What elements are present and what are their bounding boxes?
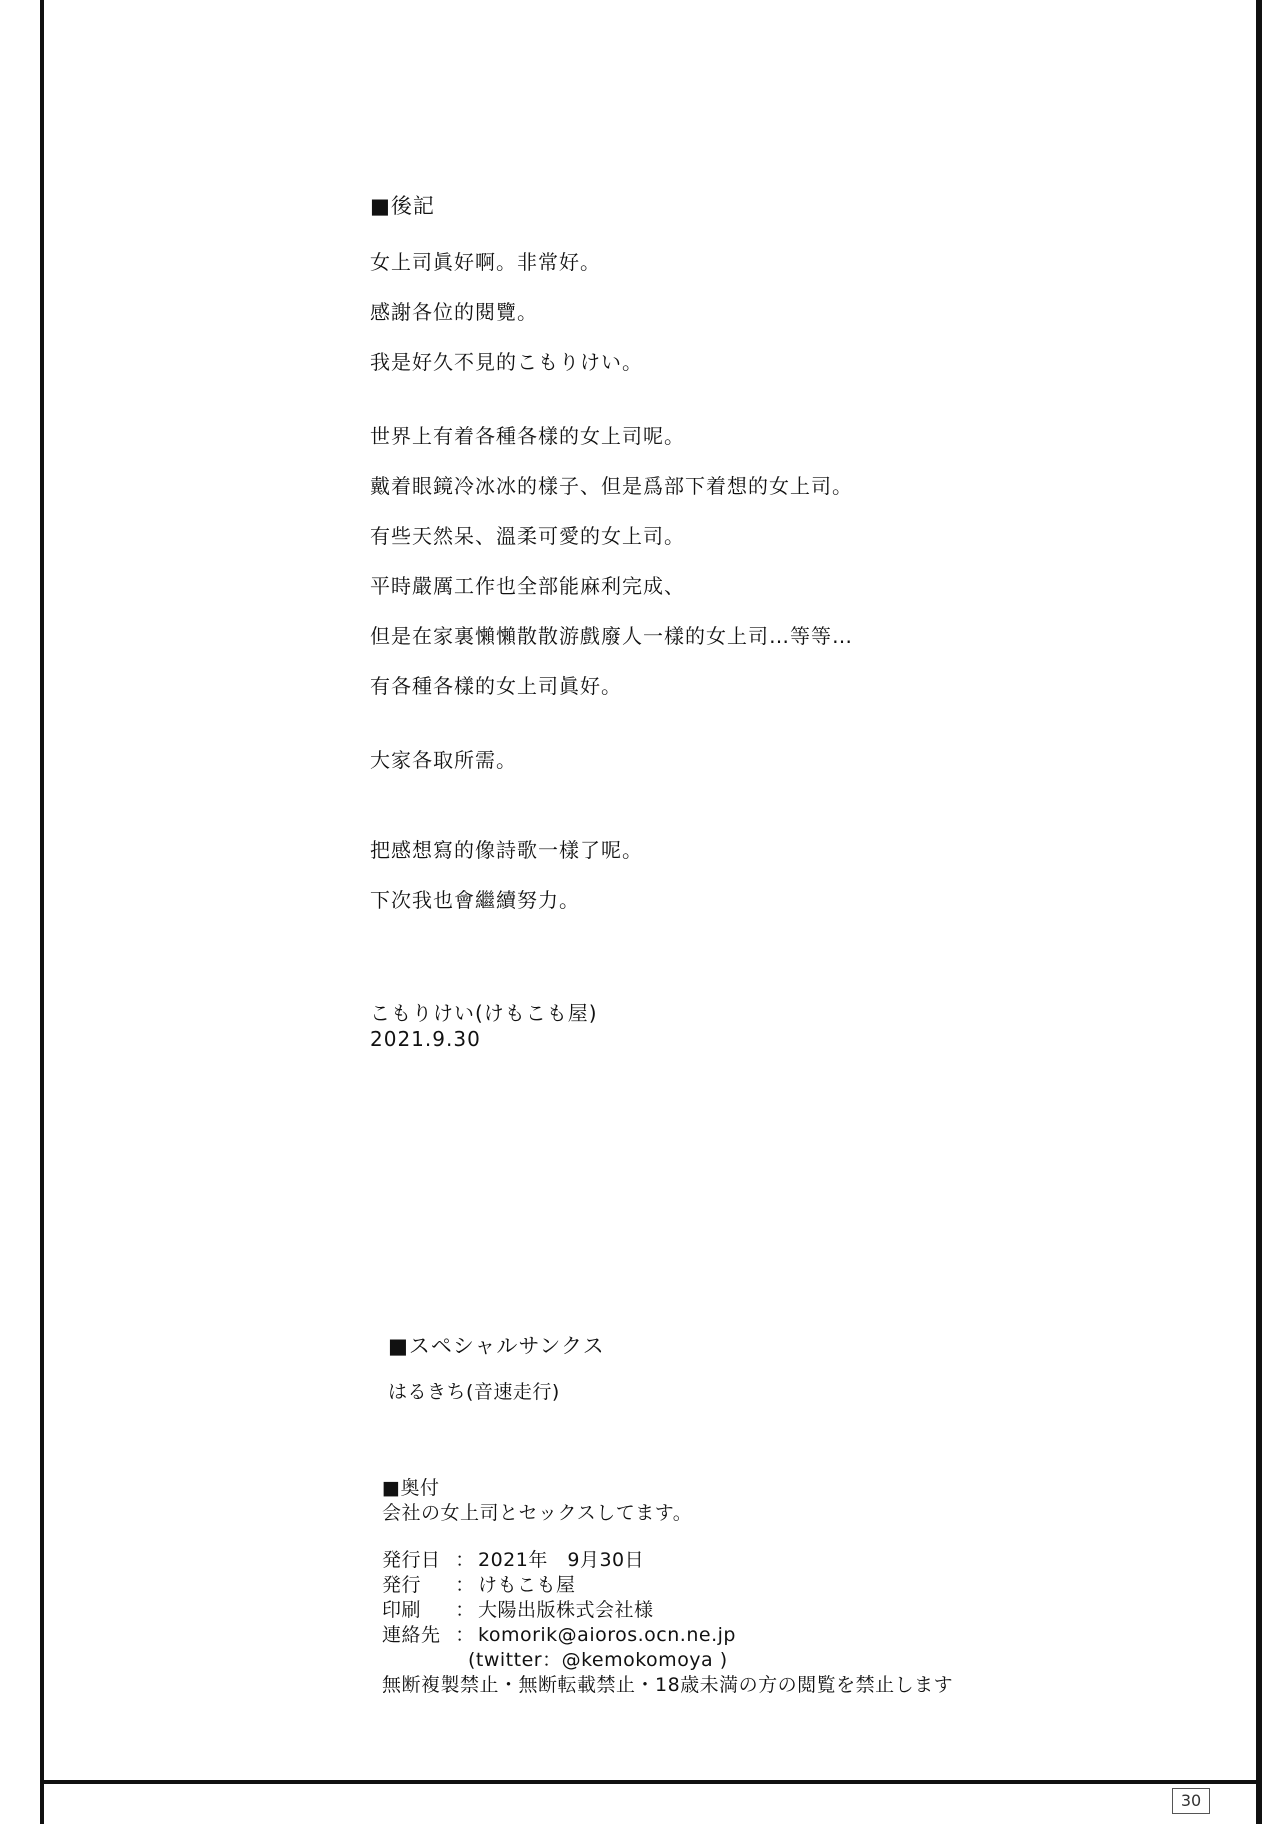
- page-number: 30: [1172, 1788, 1210, 1814]
- frame-bottom-border: [40, 1780, 1262, 1784]
- contact-email: komorik@aioros.ocn.ne.jp: [478, 1624, 736, 1646]
- frame-right-border: [1256, 0, 1262, 1824]
- afterword-line: 有各種各樣的女上司眞好。: [370, 674, 622, 698]
- colophon-separator: ：: [455, 1599, 475, 1621]
- afterword-section: [370, 190, 1070, 1052]
- afterword-heading: ■後記: [370, 194, 435, 218]
- colophon-label: 印刷: [382, 1599, 422, 1621]
- afterword-block-2: [370, 424, 1070, 698]
- special-thanks-section: [388, 1330, 988, 1405]
- colophon-label: 発行: [382, 1574, 422, 1596]
- copyright-notice: 無断複製禁止・無断転載禁止・18歳未満の方の閲覧を禁止します: [382, 1674, 954, 1696]
- colophon-row-printer: [382, 1598, 1082, 1623]
- colophon-separator: ：: [455, 1549, 475, 1571]
- special-thanks-name: はるきち(音速走行): [388, 1381, 560, 1403]
- afterword-block-4: [370, 838, 1070, 912]
- colophon-separator: ：: [455, 1624, 475, 1646]
- afterword-line: 下次我也會繼續努力。: [370, 888, 580, 912]
- colophon-row-date: [382, 1548, 1082, 1573]
- afterword-line: 但是在家裏懶懶散散游戲廢人一樣的女上司…等等…: [370, 624, 853, 648]
- colophon-label: 連絡先: [382, 1624, 441, 1646]
- afterword-line: 大家各取所需。: [370, 748, 517, 772]
- afterword-line: 女上司眞好啊。非常好。: [370, 250, 601, 274]
- afterword-block-1: [370, 250, 1070, 374]
- colophon-section: [382, 1476, 1082, 1698]
- colophon-value: けもこも屋: [478, 1574, 576, 1596]
- afterword-date: 2021.9.30: [370, 1027, 481, 1051]
- afterword-line: 世界上有着各種各樣的女上司呢。: [370, 424, 685, 448]
- afterword-line: 有些天然呆、溫柔可愛的女上司。: [370, 524, 685, 548]
- colophon-row-publisher: [382, 1573, 1082, 1598]
- book-title: 会社の女上司とセックスしてます。: [382, 1502, 693, 1524]
- special-thanks-heading: ■スペシャルサンクス: [388, 1334, 605, 1358]
- colophon-row-contact: [382, 1623, 1082, 1648]
- colophon-label: 発行日: [382, 1549, 441, 1571]
- colophon-separator: ：: [455, 1574, 475, 1596]
- afterword-line: 我是好久不見的こもりけい。: [370, 350, 643, 374]
- afterword-line: 感謝各位的閱覽。: [370, 300, 538, 324]
- colophon-heading: ■奥付: [382, 1477, 440, 1499]
- colophon-value: 大陽出版株式会社様: [478, 1599, 654, 1621]
- author-signature: こもりけい(けもこも屋): [370, 1001, 598, 1025]
- twitter-handle: (twitter：@kemokomoya ): [468, 1649, 728, 1671]
- afterword-line: 把感想寫的像詩歌一樣了呢。: [370, 838, 643, 862]
- frame-left-border: [40, 0, 44, 1824]
- afterword-line: 戴着眼鏡冷冰冰的樣子、但是爲部下着想的女上司。: [370, 474, 853, 498]
- colophon-value: 2021年 9月30日: [478, 1549, 645, 1571]
- afterword-line: 平時嚴厲工作也全部能麻利完成、: [370, 574, 685, 598]
- afterword-block-3: [370, 748, 1070, 772]
